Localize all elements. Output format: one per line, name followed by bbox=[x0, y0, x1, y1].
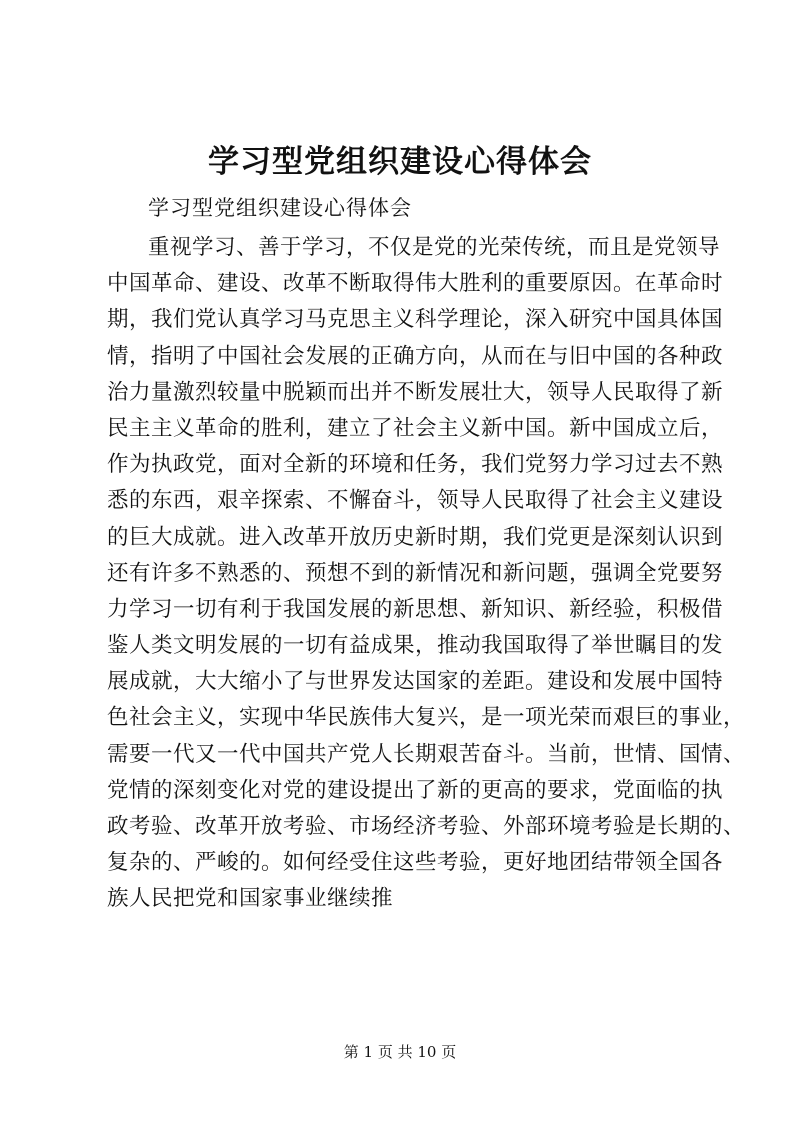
body-line: 情，指明了中国社会发展的正确方向，从而在与旧中国的各种政 bbox=[107, 343, 724, 369]
page-number-footer: 第 1 页 共 10 页 bbox=[343, 1043, 457, 1061]
body-line: 政考验、改革开放考验、市场经济考验、外部环境考验是长期的、 bbox=[107, 814, 746, 839]
body-line: 鉴人类文明发展的一切有益成果，推动我国取得了举世瞩目的发 bbox=[107, 633, 724, 659]
body-line: 作为执政党，面对全新的环境和任务，我们党努力学习过去不熟 bbox=[107, 452, 724, 478]
body-line: 悉的东西，艰辛探索、不懈奋斗，领导人民取得了社会主义建设 bbox=[107, 488, 724, 514]
body-line: 中国革命、建设、改革不断取得伟大胜利的重要原因。在革命时 bbox=[107, 271, 724, 297]
body-line: 民主主义革命的胜利，建立了社会主义新中国。新中国成立后， bbox=[107, 415, 724, 441]
body-line: 力学习一切有利于我国发展的新思想、新知识、新经验，积极借 bbox=[107, 596, 724, 622]
document-title: 学习型党组织建设心得体会 bbox=[208, 144, 592, 180]
body-line: 还有许多不熟悉的、预想不到的新情况和新问题，强调全党要努 bbox=[107, 560, 724, 586]
body-line: 期，我们党认真学习马克思主义科学理论，深入研究中国具体国 bbox=[107, 307, 724, 333]
body-line: 色社会主义，实现中华民族伟大复兴，是一项光荣而艰巨的事业， bbox=[107, 705, 746, 731]
body-line: 重视学习、善于学习，不仅是党的光荣传统，而且是党领导 bbox=[148, 235, 721, 260]
body-line: 族人民把党和国家事业继续推 bbox=[107, 886, 394, 912]
body-line: 治力量激烈较量中脱颖而出并不断发展壮大，领导人民取得了新 bbox=[107, 379, 724, 405]
body-line: 需要一代又一代中国共产党人长期艰苦奋斗。当前，世情、国情、 bbox=[107, 741, 746, 767]
body-line: 党情的深刻变化对党的建设提出了新的更高的要求，党面临的执 bbox=[107, 777, 724, 803]
body-text bbox=[107, 230, 746, 918]
body-line: 的巨大成就。进入改革开放历史新时期，我们党更是深刻认识到 bbox=[107, 524, 724, 550]
body-line: 复杂的、严峻的。如何经受住这些考验，更好地团结带领全国各 bbox=[107, 850, 724, 876]
body-line: 展成就，大大缩小了与世界发达国家的差距。建设和发展中国特 bbox=[107, 669, 724, 695]
document-subtitle: 学习型党组织建设心得体会 bbox=[148, 196, 412, 220]
